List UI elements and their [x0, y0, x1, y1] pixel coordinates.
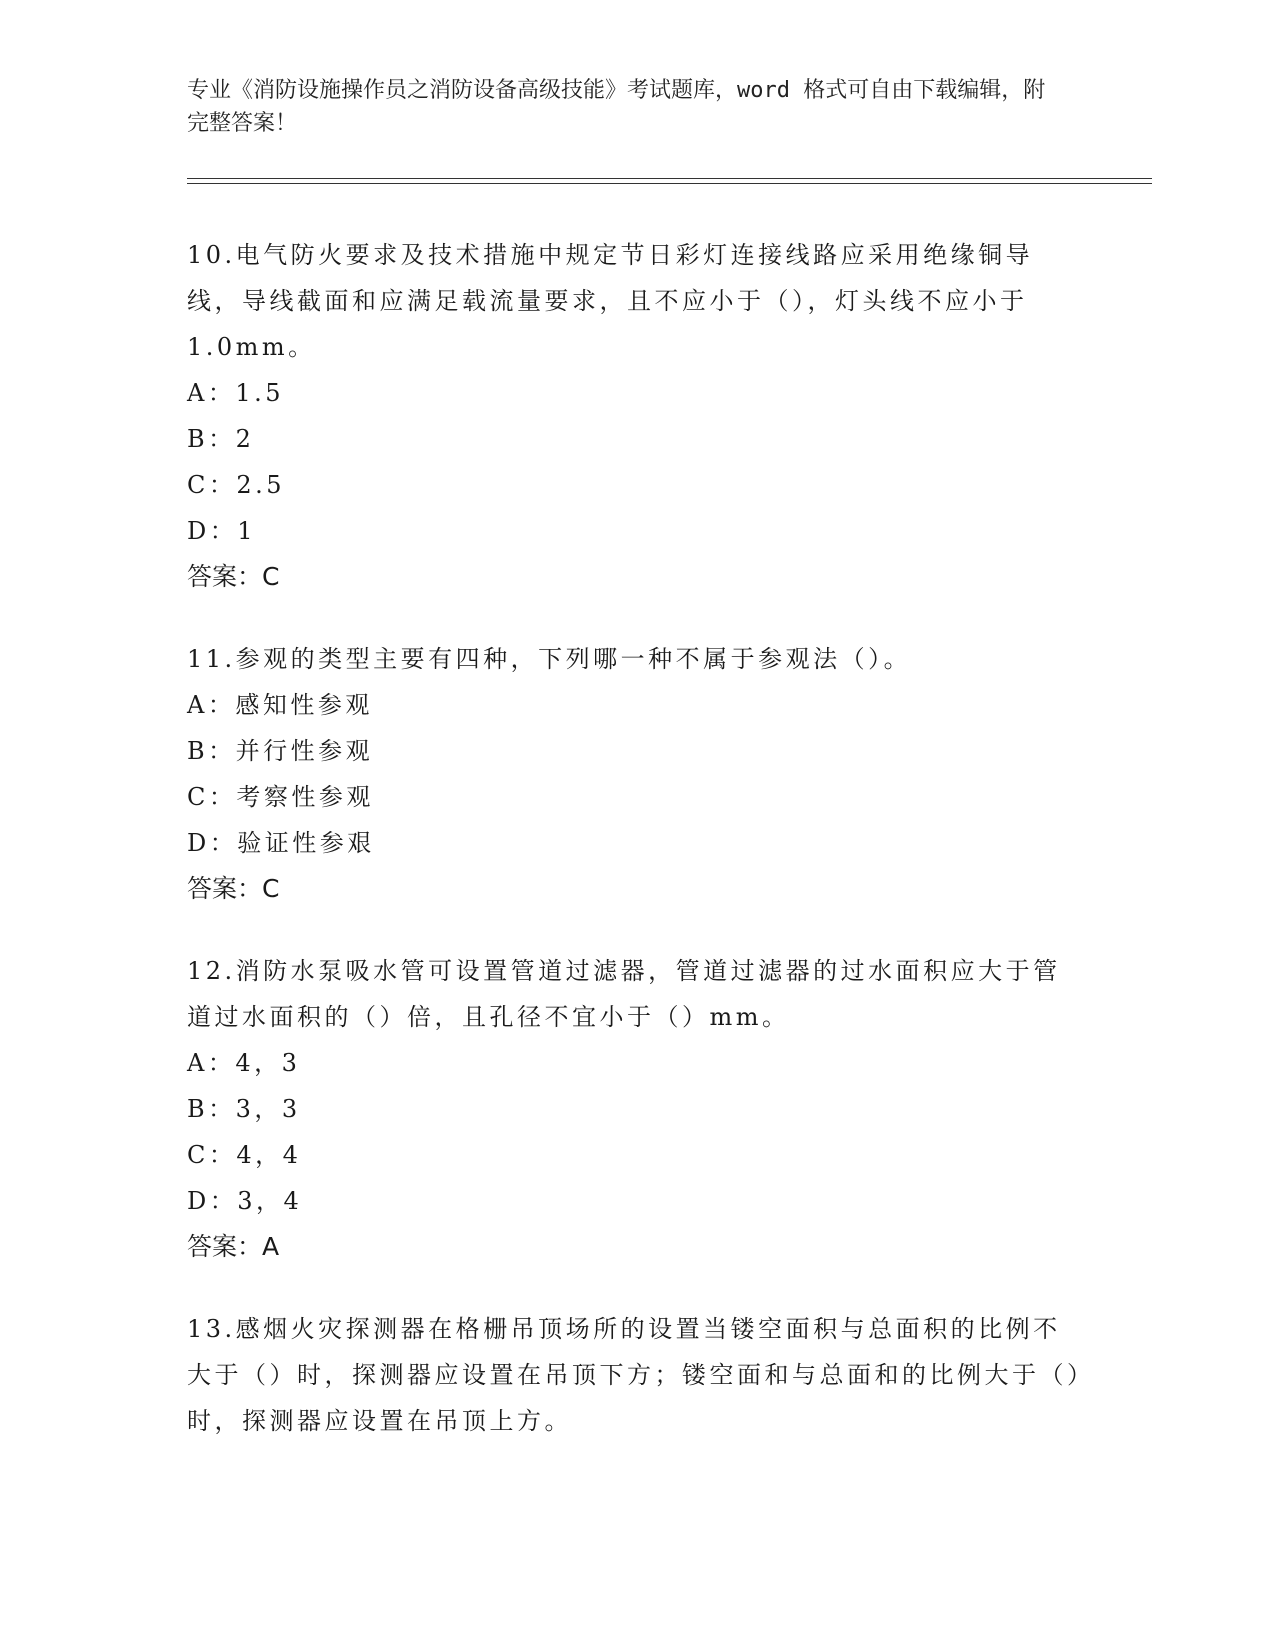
header-divider-bottom — [187, 183, 1152, 184]
question-11 — [187, 636, 1087, 912]
option-c: C：考察性参观 — [187, 783, 374, 811]
answer-label: 答案：A — [187, 1232, 280, 1261]
question-stem: 12.消防水泵吸水管可设置管道过滤器，管道过滤器的过水面积应大于管道过水面积的（）倍，且孔径不宜小于（）mm。 — [187, 957, 1061, 1031]
option-list — [187, 370, 1087, 554]
question-10 — [187, 232, 1087, 600]
question-13 — [187, 1306, 1087, 1444]
question-stem: 11.参观的类型主要有四种，下列哪一种不属于参观法（）。 — [187, 645, 912, 673]
option-d: D：3，4 — [187, 1187, 303, 1215]
option-b: B：并行性参观 — [187, 737, 374, 765]
option-a: A：感知性参观 — [187, 691, 373, 719]
document-header: 专业《消防设施操作员之消防设备高级技能》考试题库，word 格式可自由下载编辑，附完整答案！ — [187, 78, 1046, 136]
option-a: A：1.5 — [187, 379, 284, 407]
question-12 — [187, 948, 1087, 1270]
option-b: B：3，3 — [187, 1095, 301, 1123]
header-divider-top — [187, 178, 1152, 179]
option-d: D：1 — [187, 517, 257, 545]
option-d: D：验证性参艰 — [187, 829, 375, 857]
option-a: A：4，3 — [187, 1049, 301, 1077]
option-c: C：2.5 — [187, 471, 286, 499]
question-list — [187, 232, 1087, 1480]
answer-label: 答案：C — [187, 562, 280, 591]
option-list — [187, 1040, 1087, 1224]
option-c: C：4，4 — [187, 1141, 302, 1169]
option-list — [187, 682, 1087, 866]
question-stem: 13.感烟火灾探测器在格栅吊顶场所的设置当镂空面积与总面积的比例不大于（）时，探测器应设置在吊顶下方；镂空面和与总面和的比例大于（）时，探测器应设置在吊顶上方。 — [187, 1315, 1083, 1435]
question-stem: 10.电气防火要求及技术措施中规定节日彩灯连接线路应采用绝缘铜导线，导线截面和应满足载流量要求，且不应小于（），灯头线不应小于1.0mm。 — [187, 241, 1034, 361]
option-b: B：2 — [187, 425, 255, 453]
answer-label: 答案：C — [187, 874, 280, 903]
